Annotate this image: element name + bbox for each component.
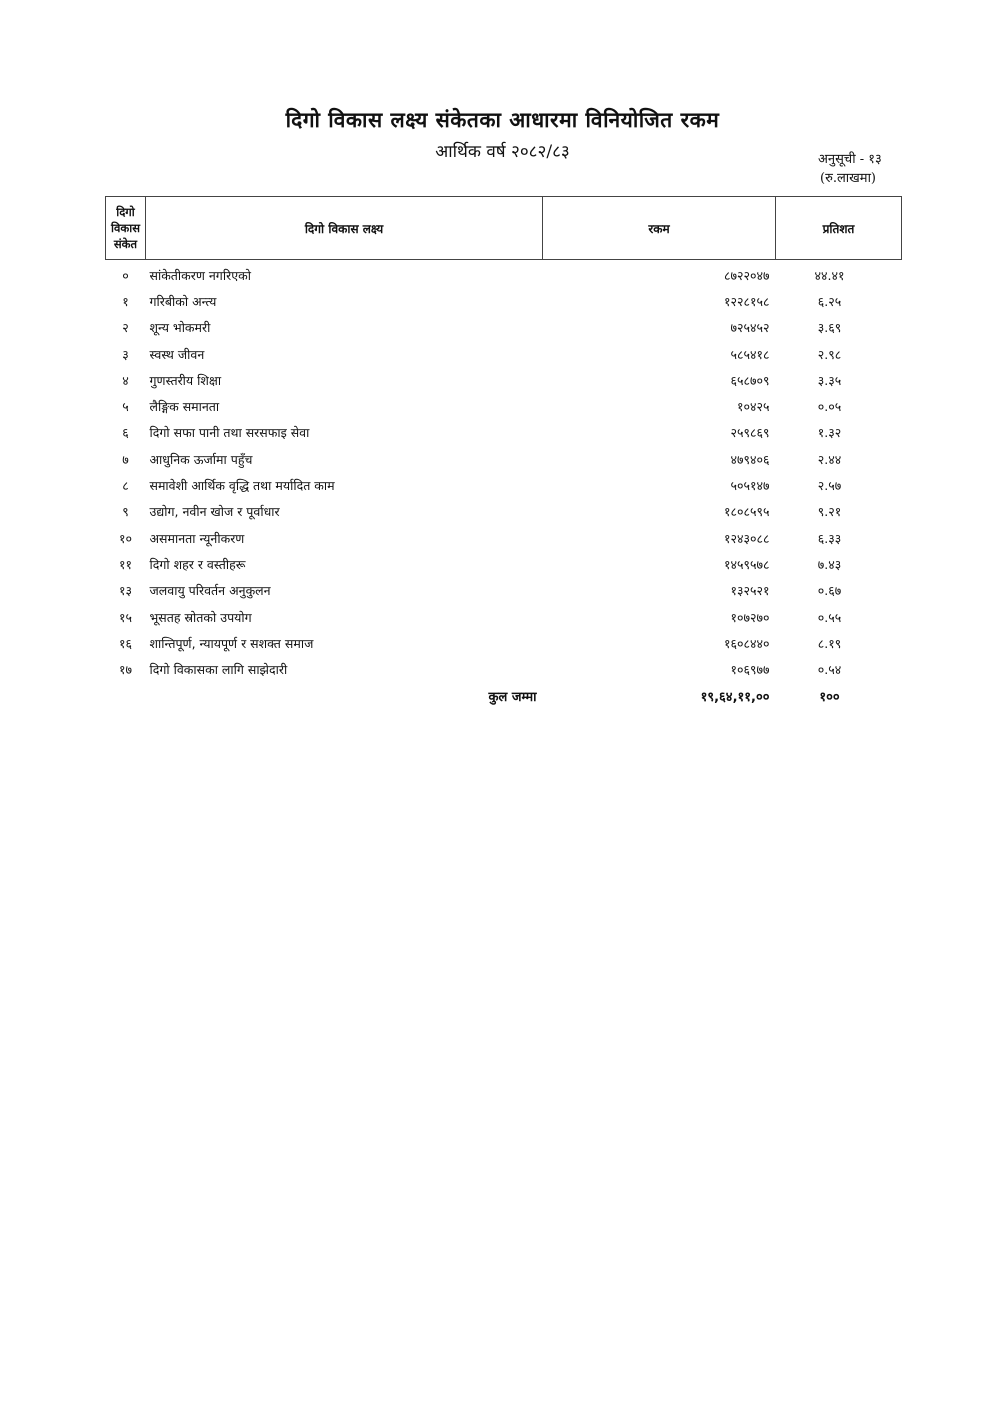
table-row bbox=[106, 551, 902, 577]
row-amount: ७२५४५२ bbox=[730, 320, 770, 336]
table-row bbox=[106, 288, 902, 314]
row-amount: १०६९७७ bbox=[730, 662, 770, 678]
row-goal: आधुनिक ऊर्जामा पहुँच bbox=[149, 451, 253, 467]
header-percent: प्रतिशत bbox=[776, 197, 902, 260]
total-amount: १९,६४,११,०० bbox=[700, 689, 770, 705]
row-percent: ३.६९ bbox=[817, 320, 842, 336]
row-goal: उद्योग, नवीन खोज र पूर्वाधार bbox=[149, 504, 280, 520]
table-row bbox=[106, 604, 902, 630]
header-code-line3: संकेत bbox=[113, 237, 138, 251]
table-row bbox=[106, 472, 902, 498]
row-goal: शून्य भोकमरी bbox=[149, 320, 211, 336]
row-amount: १६०८४४० bbox=[723, 635, 770, 651]
row-amount: १२४३०८८ bbox=[723, 530, 770, 546]
row-percent: ०.५५ bbox=[817, 609, 842, 625]
row-code: १ bbox=[122, 293, 129, 309]
row-code: ९ bbox=[122, 504, 129, 520]
row-code: ० bbox=[122, 267, 129, 283]
row-code: २ bbox=[122, 320, 129, 336]
row-code: ४ bbox=[122, 372, 129, 388]
table-body bbox=[106, 260, 902, 710]
row-percent: ३.३५ bbox=[817, 372, 842, 388]
row-percent: २.९८ bbox=[817, 346, 842, 362]
row-percent: ०.५४ bbox=[817, 662, 842, 678]
table-row bbox=[106, 656, 902, 682]
total-row bbox=[106, 683, 902, 709]
header-code bbox=[106, 197, 146, 260]
table-row bbox=[106, 420, 902, 446]
table-row bbox=[106, 341, 902, 367]
row-goal: गरिबीको अन्त्य bbox=[149, 293, 217, 309]
row-code: १५ bbox=[118, 609, 132, 625]
table-row bbox=[106, 367, 902, 393]
row-amount: ५०५१४७ bbox=[730, 478, 770, 494]
row-code: ८ bbox=[122, 478, 129, 494]
table-row bbox=[106, 578, 902, 604]
row-code: १६ bbox=[118, 635, 132, 651]
row-amount: १३२५२१ bbox=[730, 583, 770, 599]
total-percent: १०० bbox=[819, 689, 840, 705]
row-amount: २५९८६९ bbox=[730, 425, 770, 441]
row-goal: जलवायु परिवर्तन अनुकुलन bbox=[149, 583, 271, 599]
table-row bbox=[106, 260, 902, 289]
table-row bbox=[106, 630, 902, 656]
table-row bbox=[106, 446, 902, 472]
row-goal: दिगो विकासका लागि साझेदारी bbox=[149, 662, 288, 678]
table-header bbox=[106, 197, 902, 260]
schedule-block bbox=[818, 150, 882, 188]
row-goal: लैङ्गिक समानता bbox=[149, 399, 220, 415]
table-row bbox=[106, 393, 902, 419]
row-goal: स्वस्थ जीवन bbox=[149, 346, 205, 362]
row-amount: १४५९५७८ bbox=[723, 556, 770, 572]
row-goal: दिगो सफा पानी तथा सरसफाइ सेवा bbox=[149, 425, 310, 441]
table-row bbox=[106, 525, 902, 551]
row-amount: ४७९४०६ bbox=[730, 451, 770, 467]
header-code-line1: दिगो bbox=[116, 205, 135, 219]
row-goal: समावेशी आर्थिक वृद्धि तथा मर्यादित काम bbox=[149, 478, 335, 494]
unit-label: (रु.लाखमा) bbox=[820, 171, 877, 186]
row-percent: ९.२१ bbox=[817, 504, 842, 520]
document-title: दिगो विकास लक्ष्य संकेतका आधारमा विनियोजित रकम bbox=[285, 107, 720, 132]
table-row bbox=[106, 315, 902, 341]
row-percent: ८.१९ bbox=[817, 635, 842, 651]
row-goal: गुणस्तरीय शिक्षा bbox=[149, 372, 222, 388]
row-amount: १८०८५९५ bbox=[723, 504, 770, 520]
row-amount: १०७२७० bbox=[730, 609, 770, 625]
total-label: कुल जम्मा bbox=[488, 689, 537, 705]
row-amount: ५८५४१८ bbox=[730, 346, 770, 362]
row-amount: ६५८७०९ bbox=[730, 372, 770, 388]
row-percent: २.४४ bbox=[817, 451, 842, 467]
total-blank bbox=[106, 683, 146, 709]
row-amount: १२२८१५८ bbox=[723, 293, 770, 309]
row-code: ६ bbox=[122, 425, 129, 441]
row-amount: १०४२५ bbox=[736, 399, 770, 415]
header-amount: रकम bbox=[543, 197, 776, 260]
row-amount: ८७२२०४७ bbox=[723, 267, 770, 283]
allocation-table-wrap bbox=[105, 196, 901, 709]
row-goal: दिगो शहर र वस्तीहरू bbox=[149, 556, 246, 572]
row-goal: भूसतह स्रोतको उपयोग bbox=[149, 609, 252, 625]
fiscal-year: आर्थिक वर्ष २०८२/८३ bbox=[435, 142, 570, 162]
row-percent: ७.४३ bbox=[817, 556, 842, 572]
row-percent: २.५७ bbox=[817, 478, 842, 494]
row-percent: १.३२ bbox=[817, 425, 842, 441]
header-goal: दिगो विकास लक्ष्य bbox=[146, 197, 543, 260]
row-code: १३ bbox=[118, 583, 132, 599]
row-goal: शान्तिपूर्ण, न्यायपूर्ण र सशक्त समाज bbox=[149, 635, 314, 651]
row-code: ३ bbox=[122, 346, 129, 362]
row-code: १७ bbox=[118, 662, 132, 678]
row-percent: ०.६७ bbox=[817, 583, 842, 599]
row-percent: ४४.४१ bbox=[814, 267, 845, 283]
row-code: १० bbox=[118, 530, 132, 546]
schedule-number: अनुसूची - १३ bbox=[818, 152, 882, 167]
table-row bbox=[106, 499, 902, 525]
row-code: ७ bbox=[122, 451, 129, 467]
row-code: ११ bbox=[118, 556, 132, 572]
row-percent: ६.२५ bbox=[817, 293, 842, 309]
row-goal: सांकेतीकरण नगरिएको bbox=[149, 267, 251, 283]
row-goal: असमानता न्यूनीकरण bbox=[149, 530, 245, 546]
row-percent: ६.३३ bbox=[817, 530, 842, 546]
row-code: ५ bbox=[122, 399, 129, 415]
allocation-table bbox=[105, 196, 902, 709]
header-code-line2: विकास bbox=[111, 221, 140, 235]
row-percent: ०.०५ bbox=[817, 399, 842, 415]
